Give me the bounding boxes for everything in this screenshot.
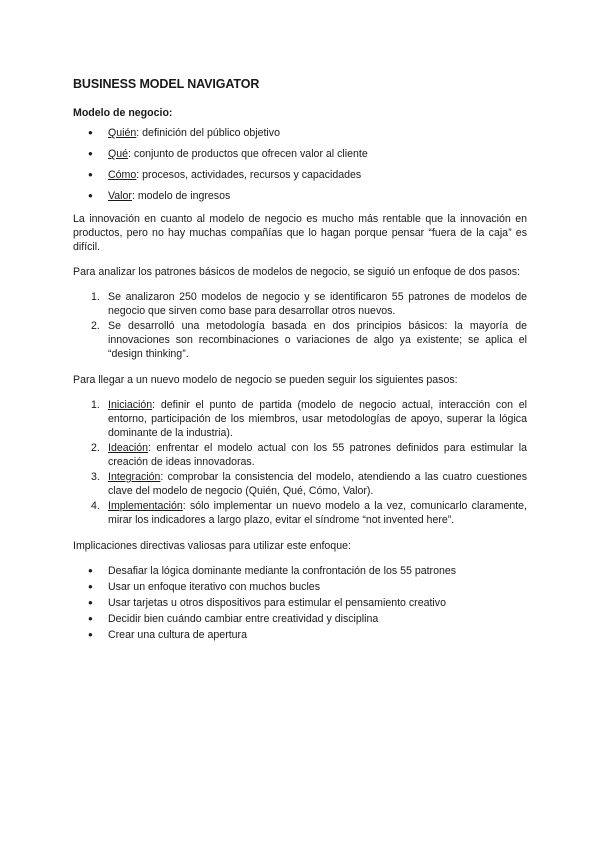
phase-desc: : comprobar la consistencia del modelo, atendiendo a las cuatro cuestiones clave del modelo de negocio (Quién, Qué, Cómo, Valor).: [108, 471, 527, 497]
phase-number: 1.: [91, 399, 100, 411]
phase-term: Integración: [108, 471, 161, 483]
model-term: Qué: [108, 148, 129, 160]
model-term: Quién: [108, 127, 137, 139]
model-item: [73, 168, 527, 182]
step-number: 1.: [91, 291, 100, 303]
step-text: Se analizaron 250 modelos de negocio y se identificaron 55 patrones de modelos de negocio que sirven como base para desarrollar otros nuevos.: [108, 291, 527, 317]
implication-item: ● Usar tarjetas u otros dispositivos para estimular el pensamiento creativo: [73, 596, 527, 610]
step-item: [73, 319, 527, 361]
model-item: [73, 189, 527, 203]
paragraph-innovation: La innovación en cuanto al modelo de negocio es mucho más rentable que la innovación en productos, pero no hay muchas compañías que lo hagan porque pensar “fuera de la caja” es difícil.: [73, 213, 527, 253]
model-desc: : modelo de ingresos: [131, 190, 231, 202]
implication-item: ● Usar un enfoque iterativo con muchos bucles: [73, 580, 527, 594]
implication-item: ● Decidir bien cuándo cambiar entre creatividad y disciplina: [73, 612, 527, 626]
step-item: [73, 290, 527, 318]
model-item: [73, 147, 527, 161]
phase-desc: : enfrentar el modelo actual con los 55 patrones definidos para estimular la creación de ideas innovadoras.: [108, 442, 527, 468]
implication-item: ● Crear una cultura de apertura: [73, 628, 527, 642]
document-title: BUSINESS MODEL NAVIGATOR: [73, 77, 260, 91]
implications-list: [73, 564, 527, 642]
document-page: [73, 76, 527, 651]
model-desc: : conjunto de productos que ofrecen valor al cliente: [128, 148, 368, 160]
phase-desc: : sólo implementar un nuevo modelo a la vez, comunicarlo claramente, mirar los indicadores a largo plazo, evitar el síndrome “not invented here”.: [108, 500, 527, 526]
implication-item: ● Desafiar la lógica dominante mediante la confrontación de los 55 patrones: [73, 564, 527, 578]
phase-item: [73, 398, 527, 440]
paragraph-implications: Implicaciones directivas valiosas para utilizar este enfoque:: [73, 540, 351, 552]
step-number: 2.: [91, 320, 100, 332]
model-desc: : procesos, actividades, recursos y capacidades: [136, 169, 362, 181]
phase-desc: : definir el punto de partida (modelo de negocio actual, interacción con el entorno, participación de los miembros, usar metodologías de apoyo, superar la lógica dominante de la industria).: [108, 399, 527, 439]
model-item: [73, 126, 527, 140]
model-term: Valor: [108, 190, 132, 202]
phases-list: [73, 398, 527, 527]
paragraph-steps-intro: Para llegar a un nuevo modelo de negocio se pueden seguir los siguientes pasos:: [73, 374, 458, 386]
model-heading: Modelo de negocio:: [73, 107, 173, 119]
step-text: Se desarrolló una metodología basada en dos principios básicos: la mayoría de innovaciones son recombinaciones o variaciones de algo ya existente; se aplica el “design thinking”.: [108, 320, 527, 360]
phase-item: [73, 470, 527, 498]
phase-number: 2.: [91, 442, 100, 454]
phase-term: Ideación: [108, 442, 149, 454]
model-desc: : definición del público objetivo: [136, 127, 280, 139]
phase-item: [73, 441, 527, 469]
phase-term: Iniciación: [108, 399, 153, 411]
phase-number: 4.: [91, 500, 100, 512]
model-term: Cómo: [108, 169, 137, 181]
phase-item: [73, 499, 527, 527]
phase-term: Implementación: [108, 500, 183, 512]
model-list: [73, 126, 527, 203]
phase-number: 3.: [91, 471, 100, 483]
paragraph-analysis: Para analizar los patrones básicos de modelos de negocio, se siguió un enfoque de dos pasos:: [73, 266, 520, 278]
steps-list: [73, 290, 527, 361]
